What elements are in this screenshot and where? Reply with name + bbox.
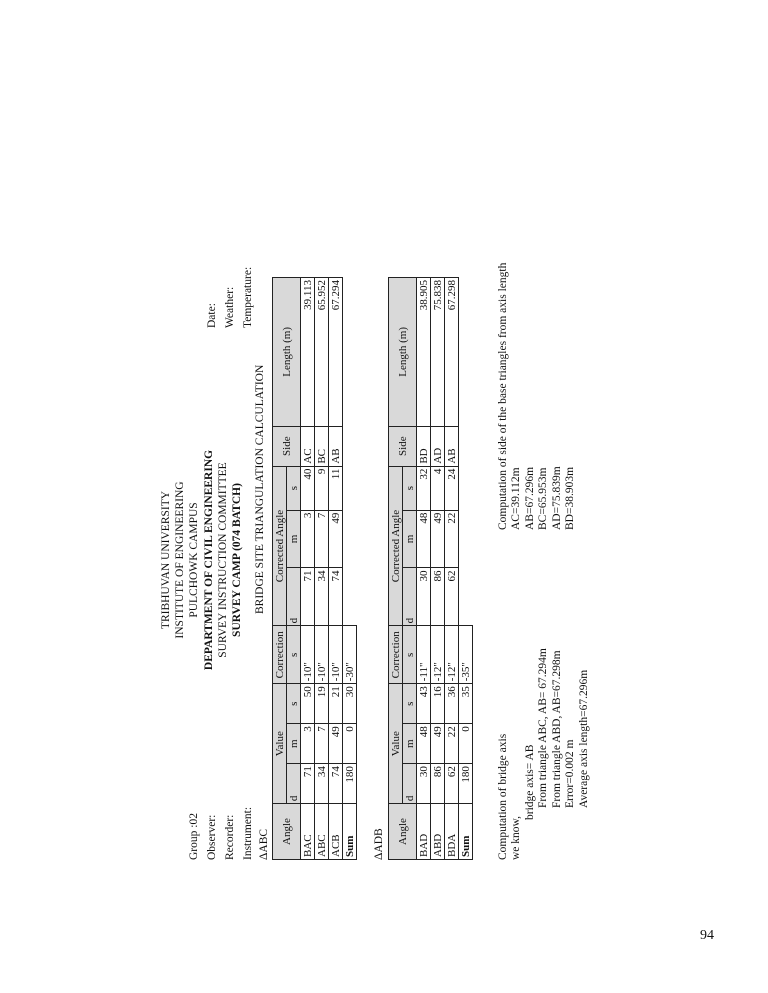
sum-correction: -35" [459, 626, 473, 684]
correction-cell: -10" [329, 626, 343, 684]
correction-cell: -10" [301, 626, 315, 684]
from-abc-text: From triangle ABC, AB= 67.294m [537, 648, 549, 808]
d-cell: 74 [329, 764, 343, 804]
cd-cell: 34 [315, 568, 329, 626]
side-ad: AD=75.839m [551, 466, 563, 530]
col-corrected-angle: Corrected Angle [389, 466, 403, 626]
length-cell: 65.952 [315, 278, 329, 427]
sum-correction: -30" [343, 626, 357, 684]
side-cell: AB [329, 426, 343, 466]
col-s: s [403, 684, 417, 724]
cd-cell: 86 [431, 568, 445, 626]
angle-cell: ABD [431, 804, 445, 860]
length-cell: 38.905 [417, 278, 431, 427]
col-cm: m [287, 510, 301, 568]
triangle-abc-label: ΔABC [258, 828, 270, 860]
sum-label: Sum [343, 804, 357, 860]
institute-name: INSTITUTE OF ENGINEERING [174, 481, 186, 639]
col-value: Value [273, 684, 287, 804]
sides-title: Computation of side of the base triangles from axis length [497, 262, 509, 530]
committee-name: SURVEY INSTRUCTION COMMITTEE [217, 462, 229, 658]
col-angle: Angle [273, 804, 301, 860]
col-d: d [287, 764, 301, 804]
side-cell: BC [315, 426, 329, 466]
length-cell: 39.113 [301, 278, 315, 427]
sum-m: 0 [343, 724, 357, 764]
col-correction-s: s [287, 626, 301, 684]
side-cell: AB [445, 426, 459, 466]
sum-d: 180 [343, 764, 357, 804]
camp-name: SURVEY CAMP (074 BATCH) [231, 483, 243, 637]
col-m: m [287, 724, 301, 764]
cd-cell: 62 [445, 568, 459, 626]
col-cs: s [403, 466, 417, 510]
table-row [301, 278, 315, 860]
col-angle: Angle [389, 804, 417, 860]
angle-cell: ACB [329, 804, 343, 860]
observer-label: Observer: [206, 814, 218, 860]
cm-cell: 7 [315, 510, 329, 568]
d-cell: 30 [417, 764, 431, 804]
s-cell: 16 [431, 684, 445, 724]
header-row [389, 278, 403, 860]
cd-cell: 30 [417, 568, 431, 626]
m-cell: 49 [431, 724, 445, 764]
correction-cell: -12" [445, 626, 459, 684]
table-row [445, 278, 459, 860]
cs-cell: 32 [417, 466, 431, 510]
side-ac: AC=39.112m [510, 467, 522, 530]
sum-m: 0 [459, 724, 473, 764]
side-cell: BD [417, 426, 431, 466]
m-cell: 3 [301, 724, 315, 764]
page-number: 94 [700, 928, 714, 943]
sum-row [459, 278, 473, 860]
sum-row [343, 278, 357, 860]
table-row [431, 278, 445, 860]
col-side: Side [273, 426, 301, 466]
instrument-label: Instrument: [242, 806, 254, 860]
angle-cell: ABC [315, 804, 329, 860]
cs-cell: 11 [329, 466, 343, 510]
cm-cell: 49 [431, 510, 445, 568]
col-length: Length (m) [389, 278, 417, 427]
col-value: Value [389, 684, 403, 804]
cm-cell: 3 [301, 510, 315, 568]
sum-s: 35 [459, 684, 473, 724]
s-cell: 43 [417, 684, 431, 724]
cs-cell: 40 [301, 466, 315, 510]
length-cell: 67.298 [445, 278, 459, 427]
col-length: Length (m) [273, 278, 301, 427]
page-title: BRIDGE SITE TRIANGULATION CALCULATION [254, 364, 266, 614]
length-cell: 67.294 [329, 278, 343, 427]
side-bd: BD=38.903m [564, 466, 576, 530]
side-ab: AB=67.296m [524, 466, 536, 530]
col-side: Side [389, 426, 417, 466]
side-cell: AD [431, 426, 445, 466]
cm-cell: 48 [417, 510, 431, 568]
weather-label: Weather: [224, 286, 236, 328]
header-row [273, 278, 287, 860]
correction-cell: -11" [417, 626, 431, 684]
average-text: Average axis length=67.296m [578, 669, 590, 808]
rotated-page [160, 260, 590, 860]
correction-cell: -10" [315, 626, 329, 684]
we-know-text: we know, [510, 816, 522, 860]
recorder-label: Recorder: [224, 814, 236, 860]
date-label: Date: [206, 303, 218, 328]
correction-cell: -12" [431, 626, 445, 684]
col-s: s [287, 684, 301, 724]
s-cell: 19 [315, 684, 329, 724]
col-corrected-angle: Corrected Angle [273, 466, 287, 626]
table-row [315, 278, 329, 860]
angle-cell: BAD [417, 804, 431, 860]
university-name: TRIBHUVAN UNIVERSITY [160, 490, 172, 630]
group-label: Group :02 [188, 813, 200, 860]
angle-cell: BAC [301, 804, 315, 860]
sum-d: 180 [459, 764, 473, 804]
cs-cell: 24 [445, 466, 459, 510]
m-cell: 22 [445, 724, 459, 764]
cd-cell: 71 [301, 568, 315, 626]
campus-name: PULCHOWK CAMPUS [188, 502, 200, 618]
bridge-axis-title: Computation of bridge axis [497, 733, 509, 860]
col-m: m [403, 724, 417, 764]
error-text: Error=0.002 m [564, 739, 576, 808]
m-cell: 49 [329, 724, 343, 764]
col-cd: d [403, 568, 417, 626]
department-name: DEPARTMENT OF CIVIL ENGINEERING [203, 449, 215, 671]
col-cm: m [403, 510, 417, 568]
col-d: d [403, 764, 417, 804]
s-cell: 21 [329, 684, 343, 724]
col-correction-s: s [403, 626, 417, 684]
col-cs: s [287, 466, 301, 510]
table-row [417, 278, 431, 860]
col-correction: Correction [389, 626, 403, 684]
m-cell: 7 [315, 724, 329, 764]
d-cell: 34 [315, 764, 329, 804]
sum-s: 30 [343, 684, 357, 724]
triangle-adb-table [388, 277, 473, 860]
d-cell: 86 [431, 764, 445, 804]
cm-cell: 49 [329, 510, 343, 568]
table-row [329, 278, 343, 860]
sum-label: Sum [459, 804, 473, 860]
triangle-adb-label: ΔADB [373, 828, 385, 860]
col-correction: Correction [273, 626, 287, 684]
col-cd: d [287, 568, 301, 626]
angle-cell: BDA [445, 804, 459, 860]
s-cell: 36 [445, 684, 459, 724]
m-cell: 48 [417, 724, 431, 764]
triangle-abc-table [272, 277, 357, 860]
temperature-label: Temperature: [242, 266, 254, 328]
d-cell: 71 [301, 764, 315, 804]
cs-cell: 4 [431, 466, 445, 510]
cs-cell: 9 [315, 466, 329, 510]
from-abd-text: From triangle ABD, AB=67.298m [551, 650, 563, 808]
d-cell: 62 [445, 764, 459, 804]
cm-cell: 22 [445, 510, 459, 568]
bridge-axis-definition: bridge axis= AB [524, 744, 536, 820]
s-cell: 50 [301, 684, 315, 724]
length-cell: 75.838 [431, 278, 445, 427]
side-cell: AC [301, 426, 315, 466]
side-bc: BC=65.953m [537, 467, 549, 530]
cd-cell: 74 [329, 568, 343, 626]
